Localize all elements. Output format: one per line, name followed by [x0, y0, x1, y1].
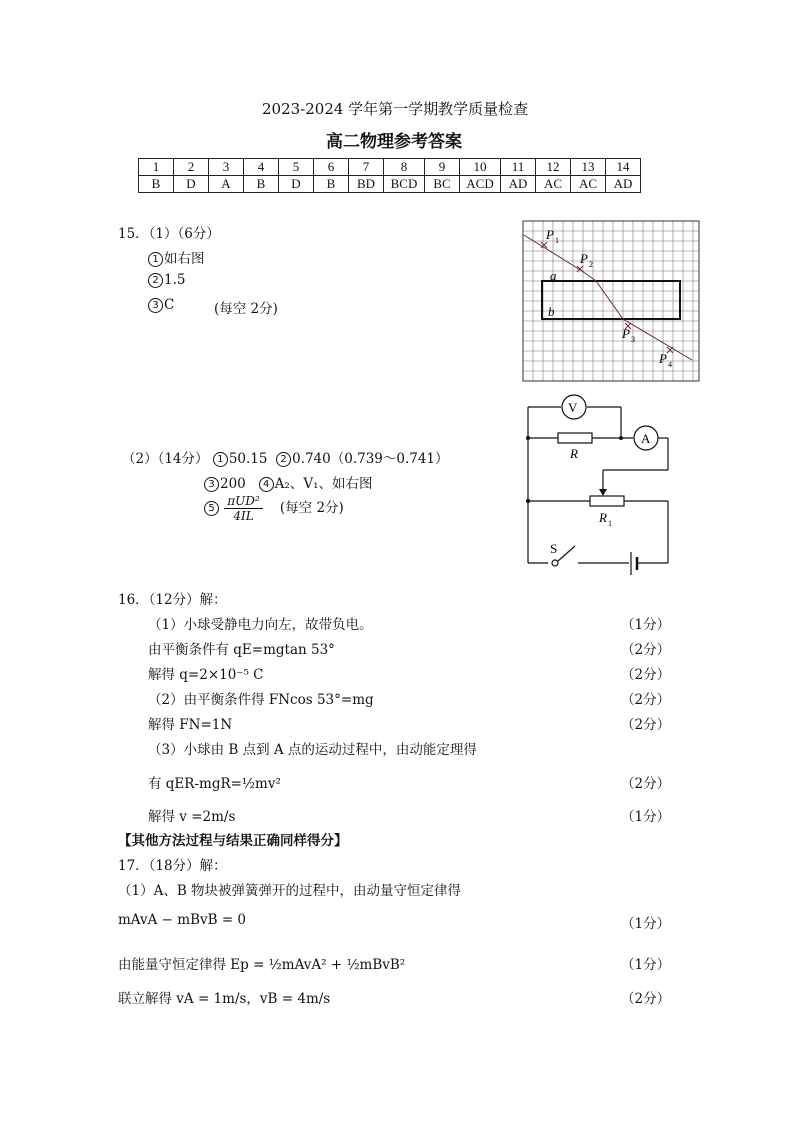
q15-part2-ans3: 200 — [220, 476, 246, 492]
q15-item-2-text: 1.5 — [164, 272, 186, 288]
voltmeter-label: V — [568, 400, 578, 415]
circled-number-icon: 3 — [148, 298, 163, 313]
q16-points: （2分） — [621, 692, 671, 708]
p3-label: P — [622, 326, 630, 341]
p3-subscript: 3 — [631, 335, 635, 344]
q15-item-3 — [148, 297, 174, 313]
q15-part2-ans1: 50.15 — [228, 451, 268, 467]
table-cell: 6 — [314, 159, 349, 176]
table-cell: 12 — [536, 159, 571, 176]
table-cell: 4 — [244, 159, 279, 176]
q17-points: （1分） — [621, 916, 671, 932]
table-cell: B — [244, 176, 279, 193]
table-cell: AC — [536, 176, 571, 193]
p1-subscript: 1 — [555, 236, 559, 245]
q16-header: 16．（12分）解： — [118, 592, 227, 608]
table-cell: 10 — [460, 159, 501, 176]
q16-points: （1分） — [621, 617, 671, 633]
table-cell: BD — [349, 176, 384, 193]
circled-number-icon: 3 — [204, 477, 219, 492]
rheostat-label: R — [599, 510, 607, 525]
q16-line: 解得 q=2×10⁻⁵ C — [148, 667, 264, 683]
table-cell: D — [279, 176, 314, 193]
q15-part2-line2 — [204, 472, 372, 492]
q16-line: 解得 FN=1N — [148, 717, 233, 733]
table-cell: 2 — [174, 159, 209, 176]
table-cell: AD — [606, 176, 641, 193]
switch-label: S — [550, 541, 558, 556]
q15-part2-line1 — [122, 447, 449, 467]
table-cell: 14 — [606, 159, 641, 176]
q16-points: （2分） — [621, 667, 671, 683]
q17-line: （1）A、B 物块被弹簧弹开的过程中，由动量守恒定律得 — [118, 883, 462, 899]
circuit-diagram — [520, 394, 678, 580]
table-cell: 7 — [349, 159, 384, 176]
table-cell: AD — [501, 176, 536, 193]
circled-number-icon: 1 — [213, 452, 228, 467]
page-subtitle: 高二物理参考答案 — [326, 132, 462, 152]
q15-item-1-text: 如右图 — [164, 251, 205, 267]
table-cell: 1 — [139, 159, 174, 176]
q16-note: 【其他方法过程与结果正确同样得分】 — [118, 833, 348, 849]
table-cell: 8 — [384, 159, 425, 176]
answer-table-answer-row — [139, 176, 641, 193]
table-cell: A — [209, 176, 244, 193]
q17-header: 17．（18分）解： — [118, 858, 227, 874]
table-cell: D — [174, 176, 209, 193]
q15-part2-header: （2）（14分） — [122, 451, 209, 467]
table-cell: 9 — [425, 159, 460, 176]
refraction-grid-figure — [522, 220, 700, 382]
q16-line: （3）小球由 B 点到 A 点的运动过程中，由动能定理得 — [148, 742, 477, 758]
table-cell: B — [314, 176, 349, 193]
p4-subscript: 4 — [668, 360, 672, 369]
q17-points: （1分） — [621, 957, 671, 973]
q16-points: （2分） — [621, 642, 671, 658]
label-a: a — [550, 268, 557, 283]
p1-label: P — [546, 227, 554, 242]
table-cell: BCD — [384, 176, 425, 193]
table-cell: 5 — [279, 159, 314, 176]
p2-subscript: 2 — [589, 260, 593, 269]
ammeter-label: A — [641, 431, 651, 446]
p2-label: P — [580, 251, 588, 266]
switch-contact-icon — [552, 560, 558, 566]
circled-number-icon: 4 — [259, 477, 274, 492]
q16-points: （2分） — [621, 776, 671, 792]
q17-line: 由能量守恒定律得 Ep = ½mAvA² + ½mBvB² — [118, 957, 406, 973]
table-cell: BC — [425, 176, 460, 193]
page-title: 2023-2024 学年第一学期教学质量检查 — [262, 100, 529, 118]
answer-table — [138, 158, 641, 193]
table-cell: ACD — [460, 176, 501, 193]
table-cell: 13 — [571, 159, 606, 176]
q15-part2-ans2: 0.740（0.739～0.741） — [292, 451, 449, 467]
q16-line: （1）小球受静电力向左，故带负电。 — [148, 617, 373, 633]
label-b: b — [548, 304, 555, 319]
q16-points: （2分） — [621, 717, 671, 733]
q15-item-3-text: C — [164, 297, 175, 313]
q15-part1-note: (每空 2分) — [214, 301, 278, 317]
q15-part2-note: (每空 2分) — [279, 500, 344, 516]
q15-part2-line3 — [204, 494, 344, 523]
circled-number-icon: 2 — [276, 452, 291, 467]
table-cell: 3 — [209, 159, 244, 176]
formula-numerator: πUD² — [224, 494, 262, 509]
q16-line: 解得 v =2m/s — [148, 809, 236, 825]
p4-label: P — [659, 351, 667, 366]
q17-line: 联立解得 vA = 1m/s，vB = 4m/s — [118, 991, 331, 1007]
resistivity-formula — [224, 494, 262, 523]
q17-points: （2分） — [621, 991, 671, 1007]
q16-line: 有 qER-mgR=½mv² — [148, 776, 281, 792]
table-cell: B — [139, 176, 174, 193]
circled-number-icon: 5 — [204, 501, 219, 516]
q16-line: （2）由平衡条件得 FNcos 53°=mg — [148, 692, 374, 708]
table-cell: AC — [571, 176, 606, 193]
q16-points: （1分） — [621, 809, 671, 825]
circled-number-icon: 2 — [148, 273, 163, 288]
formula-denominator: 4IL — [233, 509, 254, 523]
rheostat-subscript: 1 — [608, 519, 612, 528]
circled-number-icon: 1 — [148, 252, 163, 267]
q15-part2-ans4: A₂、V₁、如右图 — [274, 476, 373, 492]
resistor-label: R — [570, 446, 578, 461]
q16-line: 由平衡条件有 qE=mgtan 53° — [148, 642, 335, 658]
q15-item-1 — [148, 247, 205, 267]
q17-line: mAvA − mBvB = 0 — [118, 912, 247, 928]
answer-table-number-row — [139, 159, 641, 176]
q15-part1-header: 15．（1）（6分） — [118, 226, 220, 242]
q15-item-2 — [148, 272, 185, 288]
table-cell: 11 — [501, 159, 536, 176]
